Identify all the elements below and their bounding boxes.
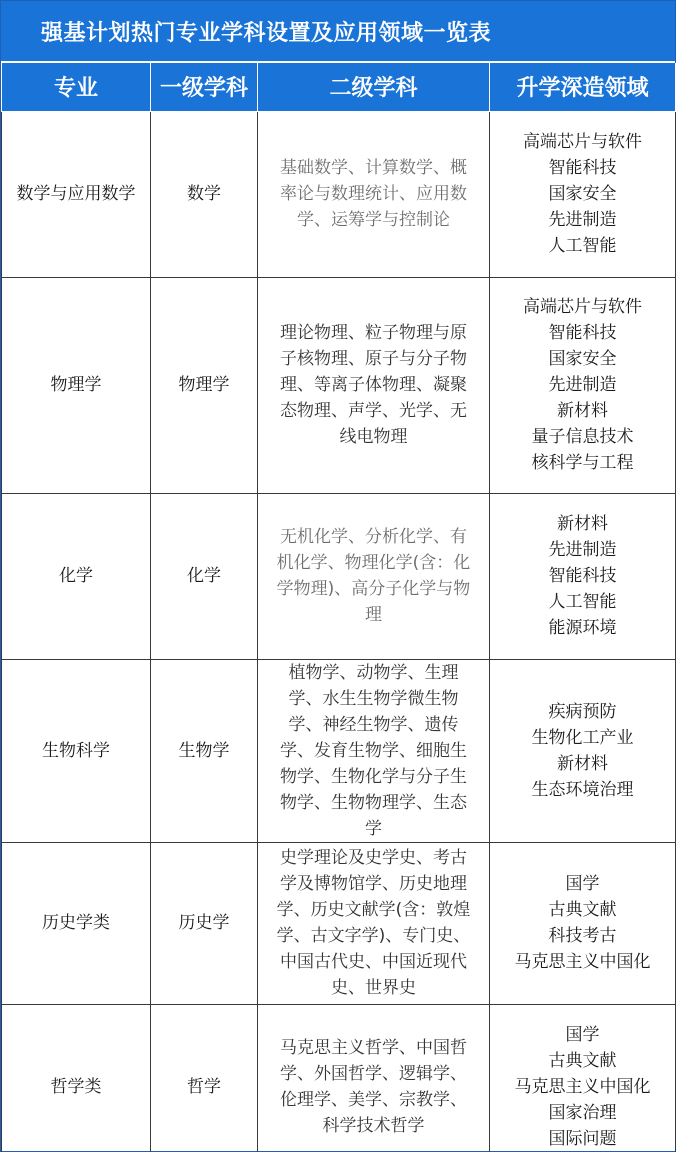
fields-cell	[490, 659, 676, 842]
second-level-cell: 无机化学、分析化学、有机化学、物理化学(含：化学物理)、高分子化学与物理	[258, 493, 490, 659]
first-level-cell: 物理学	[151, 277, 258, 493]
major-cell: 数学与应用数学	[2, 111, 151, 277]
field-item: 新材料	[557, 401, 608, 421]
header-major: 专业	[2, 63, 151, 111]
field-item: 科技考古	[548, 926, 617, 946]
fields-cell	[490, 493, 676, 659]
field-item: 国际问题	[548, 1129, 617, 1149]
field-item: 国学	[565, 874, 600, 894]
fields-cell	[490, 842, 676, 1004]
header-further-study-fields: 升学深造领域	[490, 63, 676, 111]
table-body	[2, 111, 676, 1152]
first-level-cell: 生物学	[151, 659, 258, 842]
field-item: 生物化工产业	[531, 727, 634, 748]
field-item: 国家安全	[548, 184, 617, 204]
header-second-level-discipline: 二级学科	[258, 63, 490, 111]
field-item: 核科学与工程	[531, 453, 634, 473]
major-cell: 物理学	[2, 277, 151, 493]
major-cell: 哲学类	[2, 1004, 151, 1152]
field-item: 国家治理	[548, 1103, 617, 1123]
field-item: 古典文献	[548, 1051, 617, 1071]
table-row	[2, 277, 676, 493]
second-level-cell: 植物学、动物学、生理学、水生生物学微生物学、神经生物学、遗传学、发育生物学、细胞生物学、生物化学与分子生物学、生物物理学、生态学	[258, 659, 490, 842]
second-level-cell: 史学理论及史学史、考古学及博物馆学、历史地理学、历史文献学(含：敦煌学、古文字学)、专门史、中国古代史、中国近现代史、世界史	[258, 842, 490, 1004]
fields-cell	[490, 111, 676, 277]
discipline-table	[1, 63, 676, 1152]
first-level-cell: 化学	[151, 493, 258, 659]
table-header	[2, 63, 676, 111]
field-item: 量子信息技术	[531, 427, 634, 447]
field-item: 疾病预防	[548, 701, 617, 722]
field-item: 新材料	[557, 753, 608, 774]
table-row	[2, 842, 676, 1004]
fields-cell	[490, 1004, 676, 1152]
field-item: 生态环境治理	[531, 779, 634, 800]
major-cell: 历史学类	[2, 842, 151, 1004]
field-item: 智能科技	[548, 158, 617, 178]
field-item: 先进制造	[548, 375, 617, 395]
table-row	[2, 111, 676, 277]
field-item: 能源环境	[548, 618, 617, 638]
table-row	[2, 1004, 676, 1152]
field-item: 古典文献	[548, 900, 617, 920]
table-row	[2, 659, 676, 842]
table-row	[2, 493, 676, 659]
second-level-cell: 马克思主义哲学、中国哲学、外国哲学、逻辑学、伦理学、美学、宗教学、科学技术哲学	[258, 1004, 490, 1152]
field-item: 新材料	[557, 514, 608, 534]
field-item: 国家安全	[548, 349, 617, 369]
major-cell: 生物科学	[2, 659, 151, 842]
second-level-cell: 理论物理、粒子物理与原子核物理、原子与分子物理、等离子体物理、凝聚态物理、声学、光学、无线电物理	[258, 277, 490, 493]
first-level-cell: 数学	[151, 111, 258, 277]
fields-cell	[490, 277, 676, 493]
first-level-cell: 历史学	[151, 842, 258, 1004]
field-item: 先进制造	[548, 210, 617, 230]
field-item: 人工智能	[548, 236, 617, 256]
header-first-level-discipline: 一级学科	[151, 63, 258, 111]
second-level-cell: 基础数学、计算数学、概率论与数理统计、应用数学、运筹学与控制论	[258, 111, 490, 277]
field-item: 智能科技	[548, 566, 617, 586]
field-item: 先进制造	[548, 540, 617, 560]
field-item: 马克思主义中国化	[514, 952, 651, 972]
field-item: 国学	[565, 1025, 600, 1045]
field-item: 人工智能	[548, 592, 617, 612]
page-title: 强基计划热门专业学科设置及应用领域一览表	[1, 1, 675, 63]
major-cell: 化学	[2, 493, 151, 659]
first-level-cell: 哲学	[151, 1004, 258, 1152]
field-item: 智能科技	[548, 323, 617, 343]
field-item: 马克思主义中国化	[514, 1077, 651, 1097]
field-item: 高端芯片与软件	[523, 132, 642, 152]
field-item: 高端芯片与软件	[523, 297, 642, 317]
